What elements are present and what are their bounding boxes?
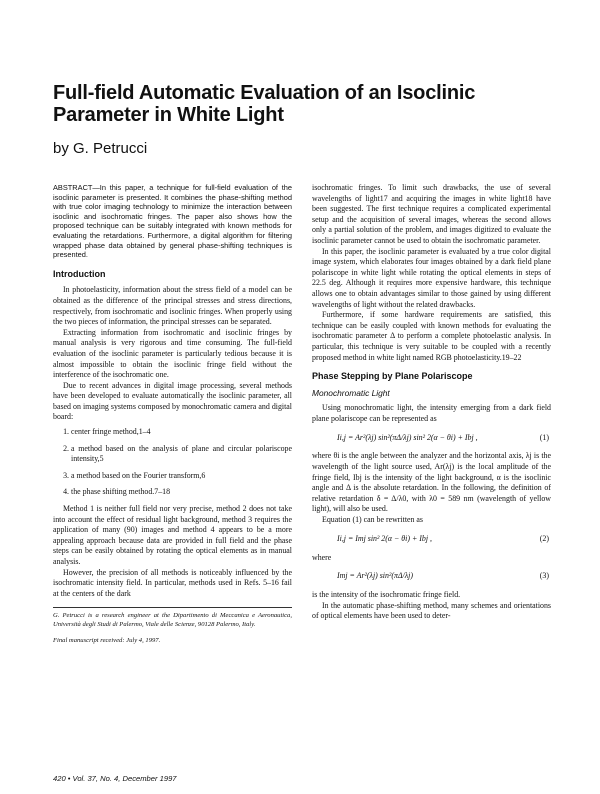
paragraph: is the intensity of the isochromatic fringe field. (312, 590, 461, 600)
paragraph: Using monochromatic light, the intensity emerging from a dark field plane polariscope can be represented as (312, 403, 551, 423)
paragraph: where (312, 552, 332, 562)
equation-1 (312, 424, 551, 451)
left-column (53, 183, 292, 652)
list-item: 4. the phase shifting method.7–18 (71, 487, 292, 498)
equation-2 (312, 526, 551, 553)
paragraph: Method 1 is neither full field nor very precise, method 2 does not take into account the effect of residual light background, method 3 requires the application of many (90) images and method 4 appears to be a more appealing approach because data are provided in full field and the phase steps can be easily obtained by rotating the optical elements as in manual analysis. (53, 504, 292, 566)
paragraph: Extracting information from isochromatic and isoclinic fringes by manual analysis is very rigorous and time consuming. The full-field evaluation of the isoclinic parameter is particularly tedious because it is almost impossible to obtain the isoclinic fringe field without the interference of the isochromatic one. (53, 327, 292, 380)
section-heading-phase-stepping: Phase Stepping by Plane Polariscope (312, 371, 473, 382)
equation-3 (312, 563, 551, 590)
paragraph: However, the precision of all methods is noticeably influenced by the isochromatic intensity field. In particular, methods used in Refs. 5–16 fail at the centers of the dark (53, 567, 292, 598)
right-column (312, 183, 551, 622)
paper-title: Full-field Automatic Evaluation of an Isoclinic Parameter in White Light (53, 82, 476, 126)
equation-number: (2) (539, 533, 549, 543)
paragraph: In photoelasticity, information about the stress field of a model can be obtained as the difference of the principal stresses and stress directions, respectively, from isochromatic and isoclinic fringes. When properly using the two pieces of information, the principal stresses can be separated. (53, 285, 292, 327)
section-heading-introduction: Introduction (53, 268, 106, 279)
author-affiliation-footnote: G. Petrucci is a research engineer at the Dipartimento di Meccanica e Aeronautica, Università degli Studi di Palermo, Viale delle Scienze, 90128 Palermo, Italy. (53, 612, 292, 628)
author-line: by G. Petrucci (53, 140, 148, 157)
equation-body: Ii,j = Ar²(λj) sin²(πΔ/λj) sin² 2(α − θi) + Ibj , (337, 432, 478, 442)
equation-number: (3) (539, 571, 549, 581)
abstract: ABSTRACT—In this paper, a technique for full-field evaluation of the isoclinic parameter is presented. It combines the phase-shifting method with true color imaging technology to minimize the interaction between isoclinic and isochromatic fringes. The paper also shows how the proposed technique can be suitably integrated with known methods for evaluating the retardations. Furthermore, a digital algorithm for filtering wrapped phase data obtained by general phase-shifting techniques is presented. (53, 183, 292, 260)
equation-body: Ii,j = Imj sin² 2(α − θi) + Ibj , (337, 533, 432, 543)
list-item: 3. a method based on the Fourier transform,6 (71, 471, 292, 482)
page-footer: 420 • Vol. 37, No. 4, December 1997 (53, 774, 177, 783)
paragraph: In the automatic phase-shifting method, many schemes and orientations of optical elements have been used to deter- (312, 600, 551, 621)
paragraph: where θi is the angle between the analyzer and the horizontal axis, λj is the wavelength of the light source used, Ar(λj) is the local amplitude of the fringe field, Ibj is the intensity of the light background, α is the isoclinic angle and Δ is the absolute retardation. In the following, the definition of relative retardation δ = Δ/λ0, with λ0 = 589 nm (wavelength of yellow light), will also be used. (312, 451, 551, 514)
paragraph: Equation (1) can be rewritten as (322, 515, 424, 525)
paragraph: In this paper, the isoclinic parameter is evaluated by a true color digital image system, which elaborates four images obtained by a dark field plane polariscope in white light while rotating the optical elements in steps of 22.5 deg. Although it requires more expensive hardware, this technique allows one to obtain advantages similar to those gained by using different wavelengths of light without the related drawbacks. (312, 246, 551, 309)
list-item: 2. a method based on the analysis of plane and circular polariscope intensity,5 (71, 444, 292, 465)
paragraph: Due to recent advances in digital image processing, several methods have been developed to evaluate automatically the isoclinic parameter, all based on imaging systems composed by monochromatic camera and digital board: (53, 380, 292, 422)
method-list (53, 427, 292, 498)
list-item: 1. center fringe method,1–4 (71, 427, 292, 438)
manuscript-received-note: Final manuscript received: July 4, 1997. (53, 636, 161, 644)
paragraph: Furthermore, if some hardware requirements are satisfied, this technique can be easily coupled with known methods for evaluating the isochromatic parameter Δ to perform a complete photoelastic analysis. In particular, this technique is very suitable to be coupled with a recently proposed method in white light named RGB photoelasticity.19–22 (312, 310, 551, 362)
footnote-divider (53, 607, 292, 608)
subsection-heading-monochromatic: Monochromatic Light (312, 387, 390, 398)
equation-number: (1) (539, 432, 549, 442)
equation-body: Imj = Ar²(λj) sin²(πΔ/λj) (337, 571, 413, 581)
paragraph: isochromatic fringes. To limit such drawbacks, the use of several wavelengths of light17 and acquiring the images in white light18 have been suggested. The first technique requires a complicated experimental setup and the acquisition of several images, whereas the second allows only a partial solution of the problem, and images digitized to evaluate the isoclinic parameter cannot be used to obtain the isochromatic parameter. (312, 183, 551, 245)
